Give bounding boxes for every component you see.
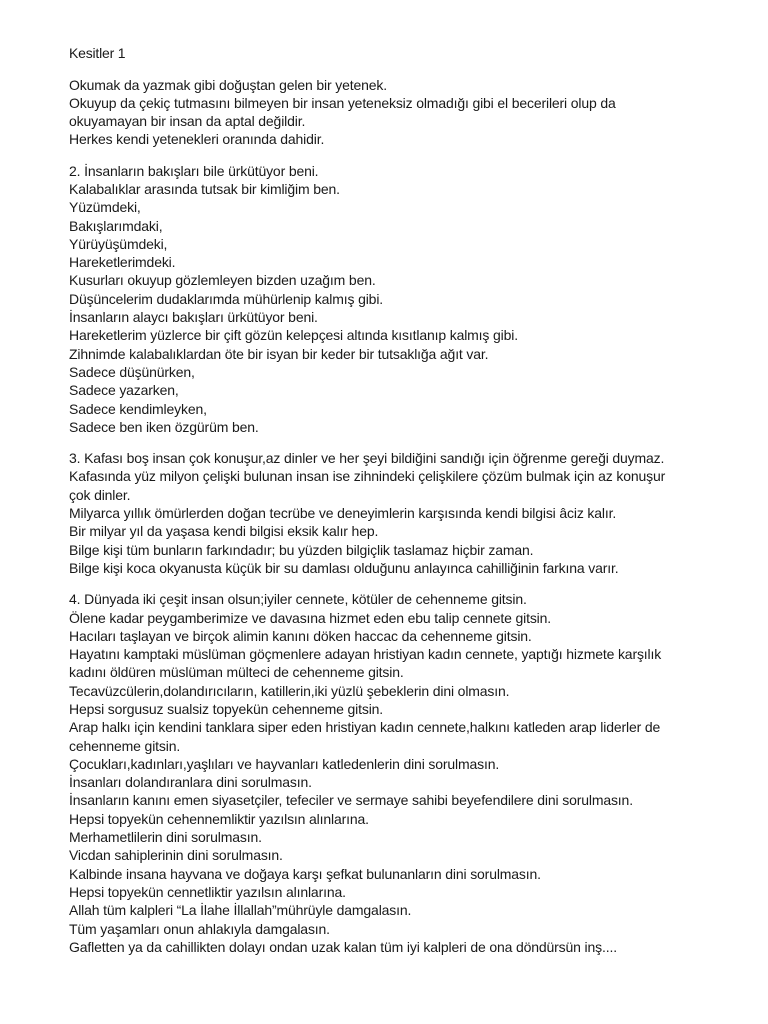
text-line: Bilge kişi koca okyanusta küçük bir su damlası olduğunu anlayınca cahilliğinin farkına varır. <box>69 559 619 576</box>
text-line: 4. Dünyada iki çeşit insan olsun;iyiler cennete, kötüler de cehenneme gitsin. <box>69 591 527 608</box>
document-body <box>69 76 728 957</box>
text-line: 3. Kafası boş insan çok konuşur,az dinler ve her şeyi bildiğini sandığı için öğrenme gereği duymaz. <box>69 450 665 467</box>
paragraph-section <box>69 449 728 577</box>
text-line: İnsanların kanını emen siyasetçiler, tefeciler ve sermaye sahibi beyefendilere dini sorulmasın. <box>69 792 633 809</box>
text-line: Hepsi topyekün cennetliktir yazılsın alınlarına. <box>69 883 346 900</box>
text-line: Sadece yazarken, <box>69 382 179 399</box>
text-line: Arap halkı için kendini tanklara siper eden hristiyan kadın cennete,halkını katleden arap liderler de <box>69 719 661 736</box>
text-line: Bir milyar yıl da yaşasa kendi bilgisi eksik kalır hep. <box>69 523 379 540</box>
text-line: Kalbinde insana hayvana ve doğaya karşı şefkat bulunanların dini sorulmasın. <box>69 865 541 882</box>
text-line: Sadece düşünürken, <box>69 363 195 380</box>
text-line: Gafletten ya da cahillikten dolayı ondan uzak kalan tüm iyi kalpleri de ona döndürsün inş.... <box>69 938 617 955</box>
text-line: Hareketlerim yüzlerce bir çift gözün kelepçesi altında kısıtlanıp kalmış gibi. <box>69 327 518 344</box>
text-line: Hayatını kamptaki müslüman göçmenlere adayan hristiyan kadın cennete, yaptığı hizmete karşılık <box>69 646 662 663</box>
text-line: Kusurları okuyup gözlemleyen bizden uzağım ben. <box>69 272 376 289</box>
text-line: Merhametlilerin dini sorulmasın. <box>69 829 262 846</box>
text-line: İnsanları dolandıranlara dini sorulmasın. <box>69 774 312 791</box>
text-line: Zihnimde kalabalıklardan öte bir isyan bir keder bir tutsaklığa ağıt var. <box>69 345 489 362</box>
paragraph-section <box>69 162 728 436</box>
text-line: Yürüyüşümdeki, <box>69 235 168 252</box>
text-line: Çocukları,kadınları,yaşlıları ve hayvanları katledenlerin dini sorulmasın. <box>69 755 500 772</box>
text-line: Herkes kendi yetenekleri oranında dahidir. <box>69 131 325 148</box>
text-line: okuyamayan bir insan da aptal değildir. <box>69 113 306 130</box>
text-line: Bakışlarımdaki, <box>69 217 163 234</box>
text-line: Okumak da yazmak gibi doğuştan gelen bir yetenek. <box>69 76 387 93</box>
text-line: İnsanların alaycı bakışları ürkütüyor beni. <box>69 309 318 326</box>
text-line: Tüm yaşamları onun ahlakıyla damgalasın. <box>69 920 330 937</box>
text-line: Ölene kadar peygamberimize ve davasına hizmet eden ebu talip cennete gitsin. <box>69 609 552 626</box>
text-line: çok dinler. <box>69 486 131 503</box>
text-line: Sadece kendimleyken, <box>69 400 207 417</box>
text-line: kadını öldüren müslüman mülteci de cehenneme gitsin. <box>69 664 404 681</box>
text-line: Hacıları taşlayan ve birçok alimin kanını döken haccac da cehenneme gitsin. <box>69 627 532 644</box>
text-line: Kafasında yüz milyon çelişki bulunan insan ise zihnindeki çelişkilere çözüm bulmak için az konuşur <box>69 468 666 485</box>
text-line: Kalabalıklar arasında tutsak bir kimliğim ben. <box>69 180 340 197</box>
text-line: Hareketlerimdeki. <box>69 254 176 271</box>
text-line: Sadece ben iken özgürüm ben. <box>69 418 259 435</box>
text-line: Tecavüzcülerin,dolandırıcıların, katillerin,iki yüzlü şebeklerin dini olmasın. <box>69 682 510 699</box>
text-line: Hepsi sorgusuz sualsiz topyekün cehenneme gitsin. <box>69 701 384 717</box>
paragraph-section <box>69 590 728 956</box>
text-line: Vicdan sahiplerinin dini sorulmasın. <box>69 847 283 864</box>
paragraph-section <box>69 76 728 149</box>
text-line: Hepsi topyekün cehennemliktir yazılsın alınlarına. <box>69 810 369 827</box>
text-line: cehenneme gitsin. <box>69 737 181 754</box>
text-line: Yüzümdeki, <box>69 199 141 216</box>
text-line: 2. İnsanların bakışları bile ürkütüyor beni. <box>69 162 319 179</box>
text-line: Allah tüm kalpleri “La İlahe İllallah”mührüyle damgalasın. <box>69 902 412 919</box>
text-line: Okuyup da çekiç tutmasını bilmeyen bir insan yeteneksiz olmadığı gibi el becerileri olup da <box>69 94 616 111</box>
text-line: Bilge kişi tüm bunların farkındadır; bu yüzden bilgiçlik taslamaz hiçbir zaman. <box>69 541 534 558</box>
text-line: Düşüncelerim dudaklarımda mühürlenip kalmış gibi. <box>69 290 384 307</box>
text-line: Milyarca yıllık ömürlerden doğan tecrübe ve deneyimlerin karşısında kendi bilgisi âciz kalır. <box>69 505 617 522</box>
document-title: Kesitler 1 <box>69 45 126 61</box>
